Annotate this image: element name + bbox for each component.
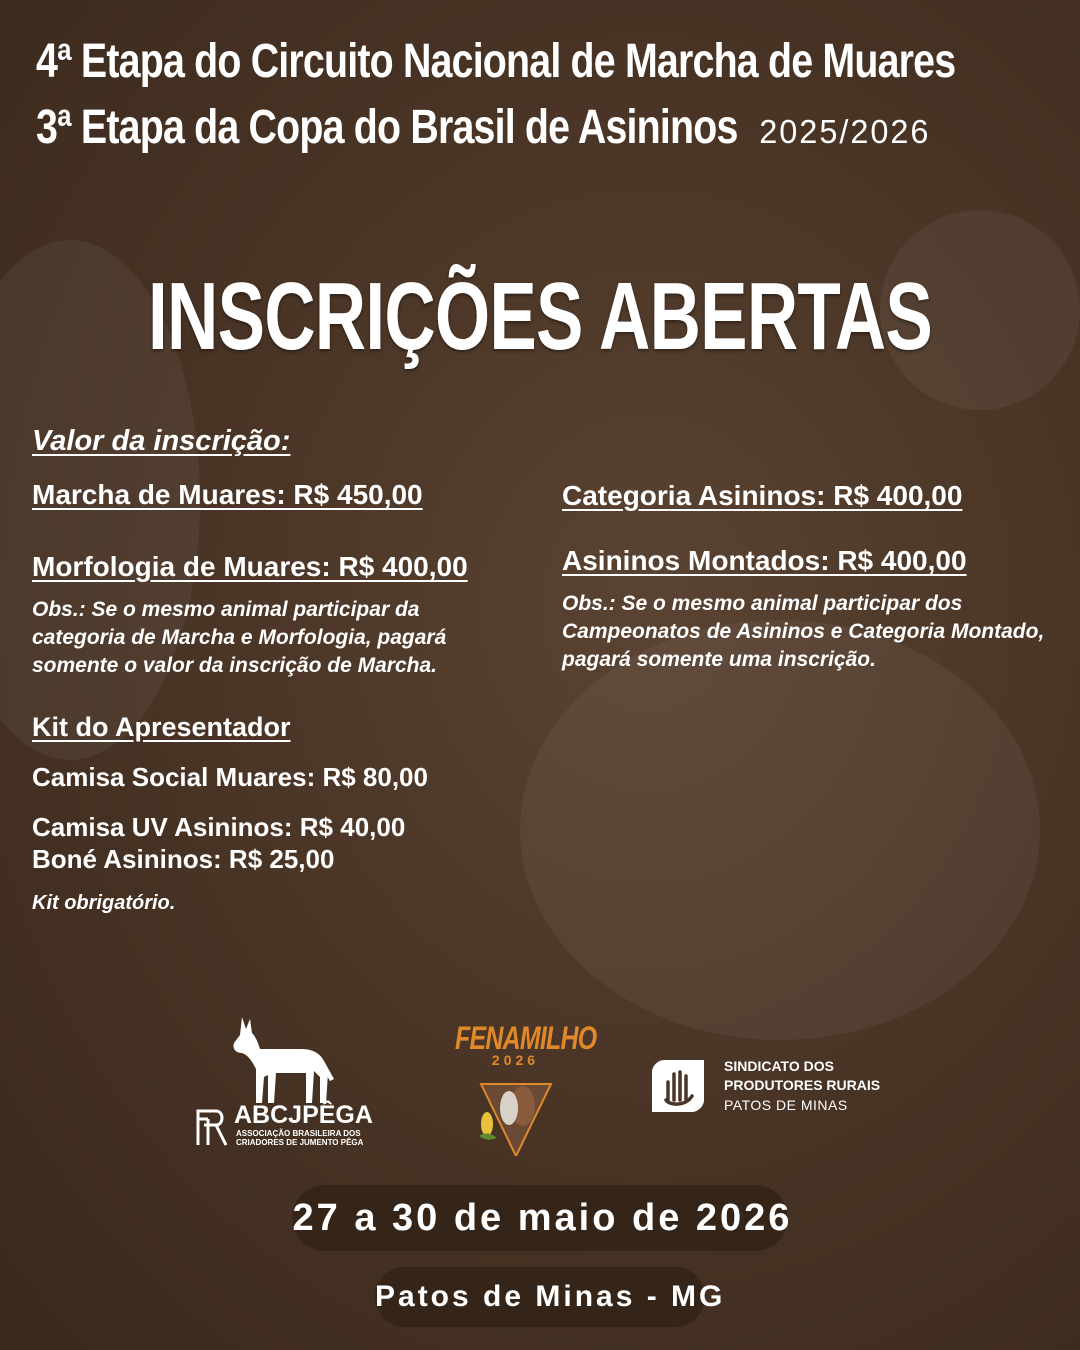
title-line-1: 4ª Etapa do Circuito Nacional de Marcha de Muares [36, 35, 956, 88]
obs-left: Obs.: Se o mesmo animal participar da categoria de Marcha e Morfologia, pagará somente o valor da inscrição de Marcha. [32, 598, 447, 677]
abcj-mark-icon [194, 1107, 230, 1147]
price-categoria-asininos: Categoria Asininos: R$ 400,00 [562, 480, 963, 511]
price-marcha-muares: Marcha de Muares: R$ 450,00 [32, 479, 423, 510]
sindicato-line-3: PATOS DE MINAS [724, 1097, 848, 1113]
background-shape [520, 620, 1040, 1040]
abcj-tagline-1: ASSOCIAÇÃO BRASILEIRA DOS [236, 1129, 361, 1138]
event-place: Patos de Minas - MG [375, 1267, 705, 1327]
fenamilho-year: 2026 [491, 1052, 540, 1068]
sindicato-line-1: SINDICATO DOS [724, 1058, 834, 1074]
kit-item-camisa-social: Camisa Social Muares: R$ 80,00 [32, 762, 428, 792]
event-date: 27 a 30 de maio de 2026 [293, 1185, 788, 1251]
title-line-2 [36, 100, 931, 155]
kit-note: Kit obrigatório. [32, 892, 176, 914]
kit-heading: Kit do Apresentador [32, 712, 291, 742]
hand-icon [652, 1060, 704, 1112]
horse-and-corn-emblem-icon [471, 1072, 561, 1156]
price-morfologia-muares: Morfologia de Muares: R$ 400,00 [32, 551, 468, 582]
headline: INSCRIÇÕES ABERTAS [148, 263, 932, 370]
sindicato-logo [652, 1058, 922, 1118]
donkey-icon [228, 1015, 348, 1107]
abcjpega-logo [190, 1015, 380, 1155]
fenamilho-name: FENAMILHO [455, 1020, 597, 1056]
obs-right: Obs.: Se o mesmo animal participar dos Campeonatos de Asininos e Categoria Montado, pagará somente uma inscrição. [562, 592, 1045, 671]
kit-item-bone: Boné Asininos: R$ 25,00 [32, 844, 335, 874]
kit-item-camisa-uv: Camisa UV Asininos: R$ 40,00 [32, 812, 406, 842]
registration-heading: Valor da inscrição: [32, 425, 291, 457]
fenamilho-logo [438, 1010, 597, 1158]
sindicato-line-2: PRODUTORES RURAIS [724, 1077, 881, 1093]
title-line-2-text: 3ª Etapa da Copa do Brasil de Asininos [36, 101, 738, 154]
abcj-name: ABCJPÊGA [234, 1101, 373, 1129]
season-label: 2025/2026 [758, 113, 931, 150]
abcj-tagline-2: CRIADORES DE JUMENTO PÊGA [236, 1138, 364, 1147]
price-asininos-montados: Asininos Montados: R$ 400,00 [562, 545, 967, 576]
